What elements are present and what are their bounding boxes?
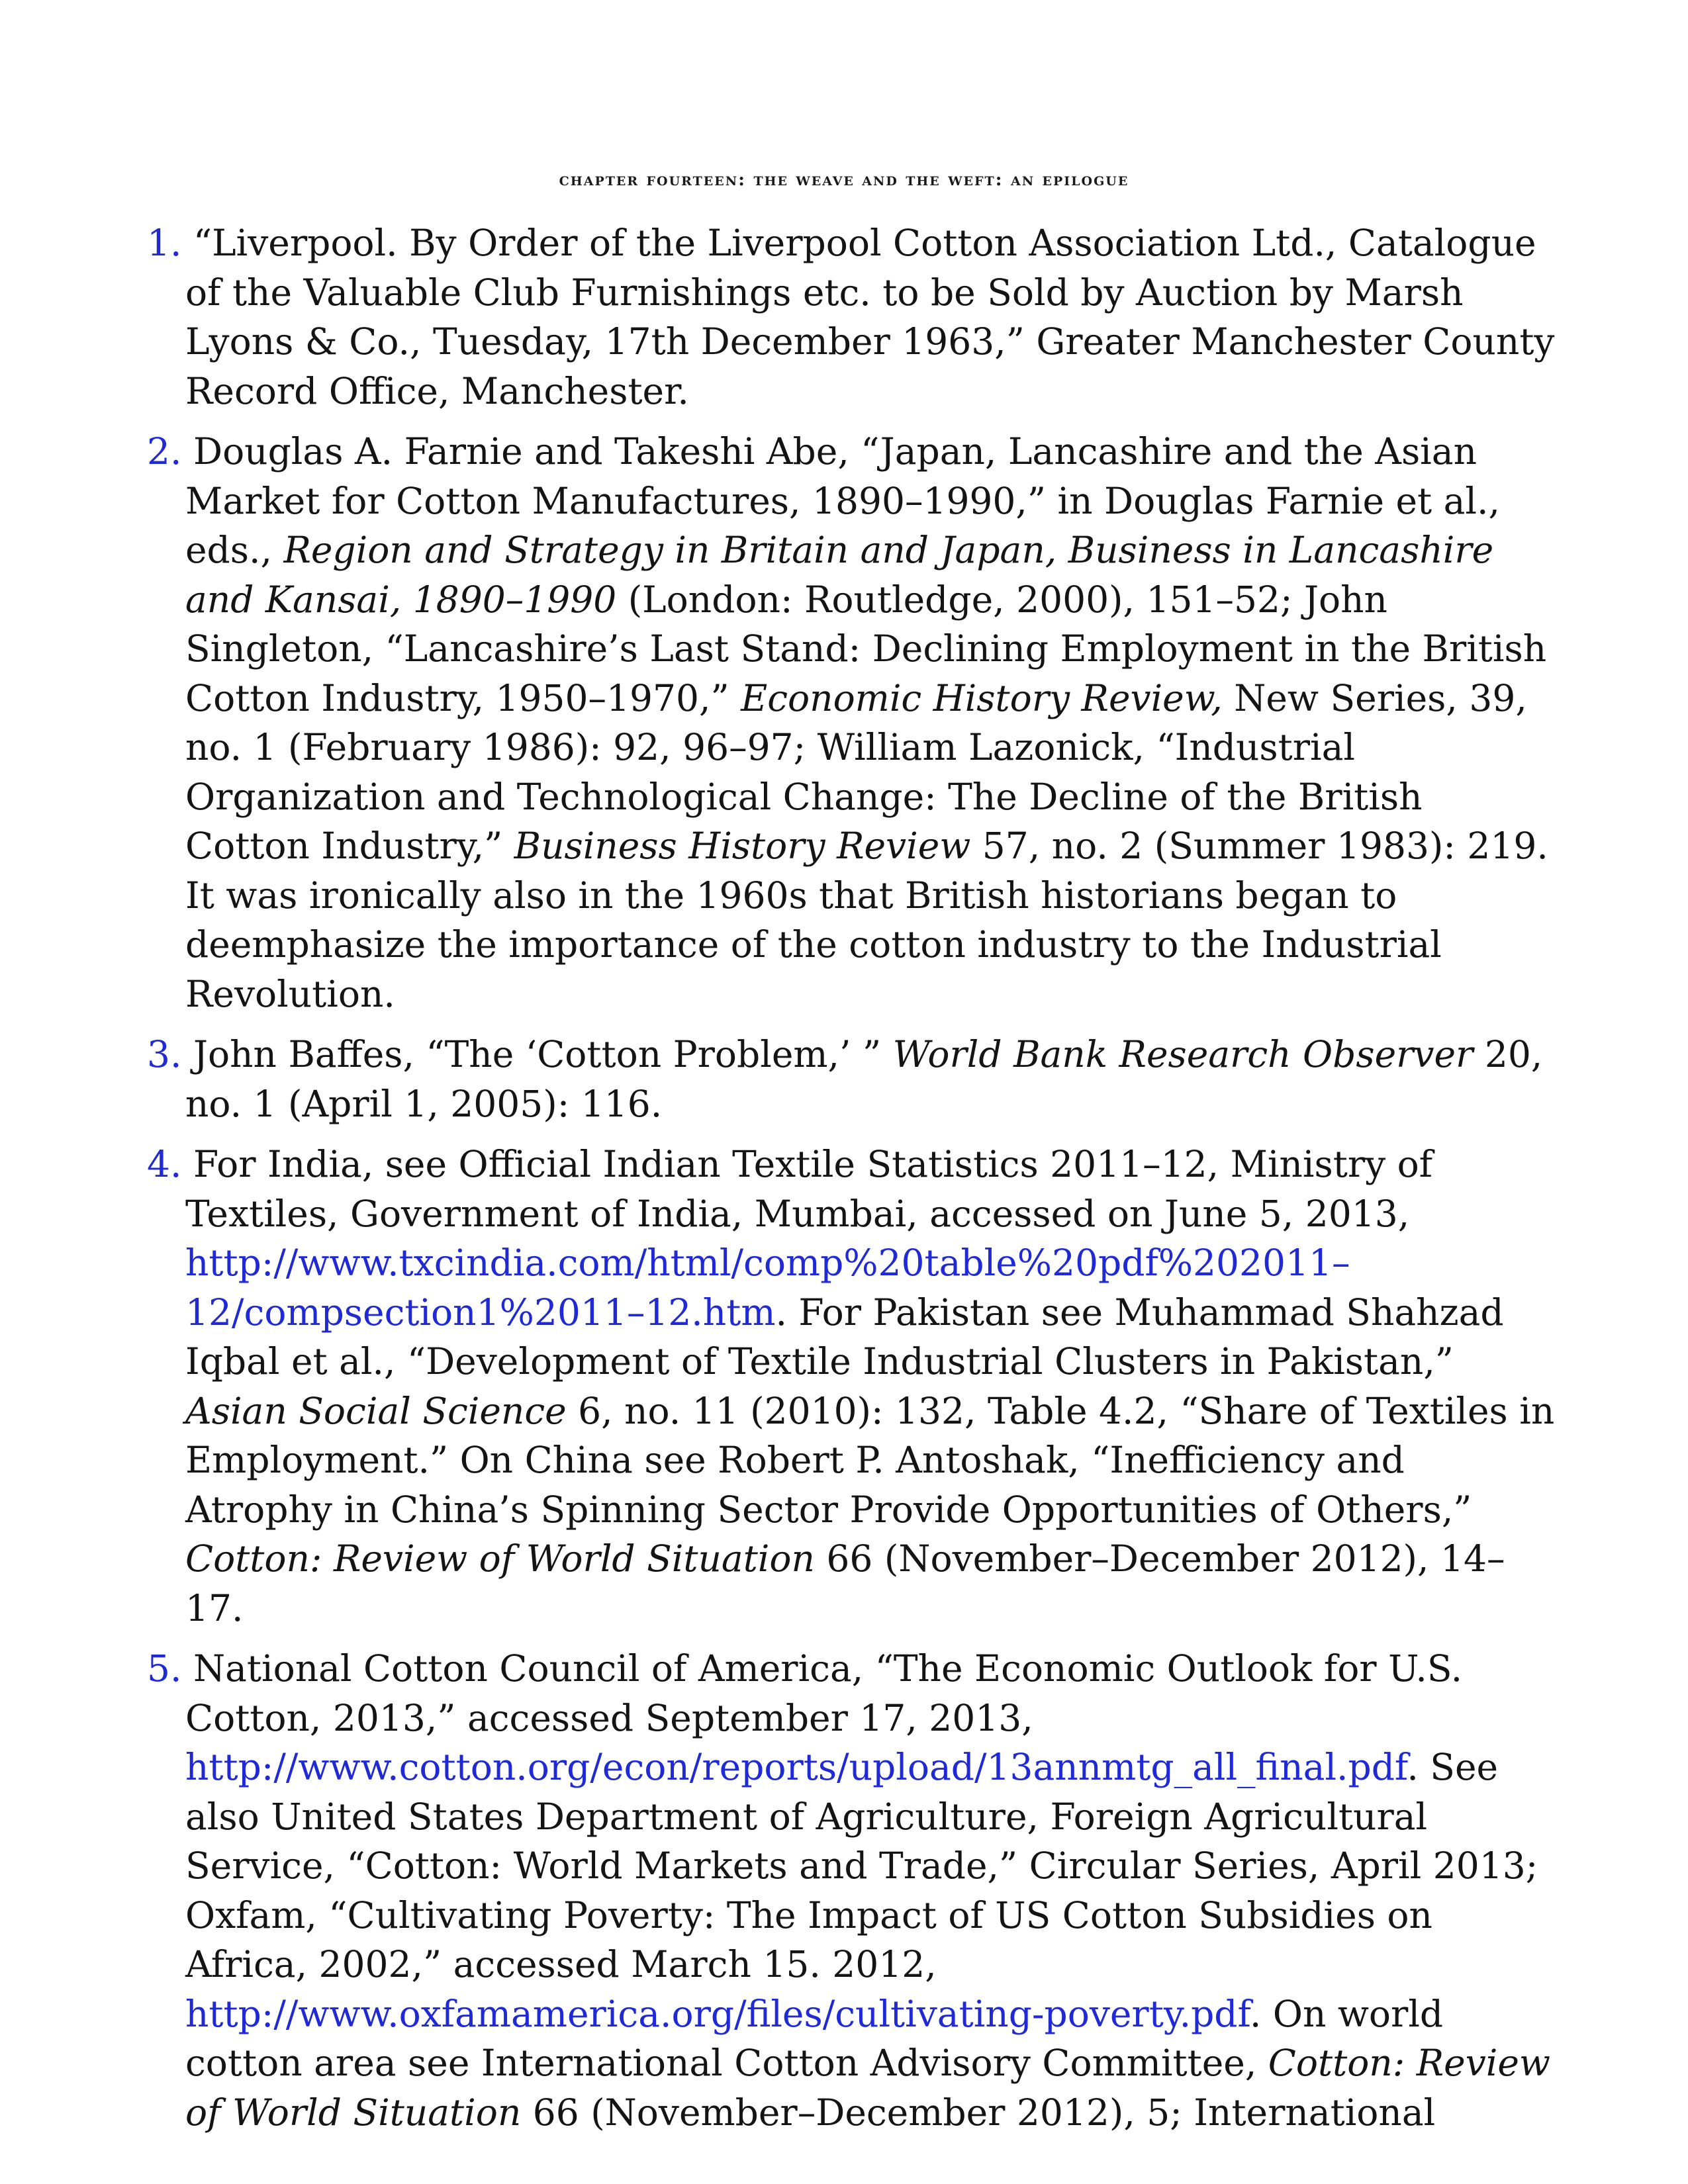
- italic-title: Region and Strategy in Britain and Japan, Business in Lancashire and Kansai, 1890–1990: [185, 529, 1494, 621]
- endnotes-list: [147, 218, 1557, 2148]
- note-text: . On world cotton area see International Cotton Advisory Committee,: [185, 1992, 1444, 2084]
- italic-title: Business History Review: [514, 825, 971, 867]
- note-text: New Series, 39, no. 1 (February 1986): 92, 96–97; William Lazonick, “Industrial Organization and Technological Change: The Decline of the British Cotton Industry,”: [185, 676, 1527, 867]
- note-text: 20, no. 1 (April 1, 2005): 116.: [185, 1033, 1543, 1125]
- endnote-number-link[interactable]: 4.: [147, 1143, 182, 1185]
- note-text: For India, see Official Indian Textile Statistics 2011–12, Ministry of Textiles, Government of India, Mumbai, accessed on June 5, 2013,: [181, 1143, 1433, 1235]
- endnote-3: [147, 1030, 1557, 1128]
- url-link[interactable]: http://www.oxfamamerica.org/files/cultivating-poverty.pdf: [185, 1992, 1250, 2035]
- endnote-1: [147, 218, 1557, 416]
- endnote-5: [147, 1644, 1557, 2137]
- italic-title: Cotton: Review of World Situation: [185, 1537, 815, 1580]
- endnote-2: [147, 427, 1557, 1019]
- endnote-number-link[interactable]: 5.: [147, 1647, 182, 1690]
- endnote-number-link[interactable]: 3.: [147, 1033, 182, 1075]
- italic-title: World Bank Research Observer: [892, 1033, 1474, 1075]
- note-text: . See also United States Department of Agriculture, Foreign Agricultural Service, “Cotton: World Markets and Trade,” Circular Series, April 2013; Oxfam, “Cultivating Poverty: The Impact of US Cotton Subsidies on Africa, 2002,” accessed March 15. 2012,: [185, 1746, 1538, 1985]
- note-text: 66 (November–December 2012), 5; International: [521, 2091, 1436, 2134]
- url-link[interactable]: http://www.cotton.org/econ/reports/upload/13annmtg_all_final.pdf: [185, 1746, 1407, 1788]
- note-text: 6, no. 11 (2010): 132, Table 4.2, “Share of Textiles in Employment.” On China see Robert P. Antoshak, “Inefficiency and Atrophy in China’s Spinning Sector Provide Opportunities of Others,”: [185, 1389, 1555, 1531]
- note-text: 66 (November–December 2012), 14–17.: [185, 1537, 1505, 1629]
- italic-title: Economic History Review,: [741, 676, 1223, 719]
- note-text: 57, no. 2 (Summer 1983): 219. It was ironically also in the 1960s that British historians began to deemphasize the importance of the cotton industry to the Industrial Revolution.: [185, 825, 1548, 1015]
- italic-title: Asian Social Science: [185, 1389, 567, 1432]
- endnote-number-link[interactable]: 1.: [147, 222, 182, 264]
- note-text: John Baffes, “The ‘Cotton Problem,’ ”: [181, 1033, 893, 1075]
- note-text: “Liverpool. By Order of the Liverpool Cotton Association Ltd., Catalogue of the Valuable Club Furnishings etc. to be Sold by Auction by Marsh Lyons & Co., Tuesday, 17th December 1963,” Greater Manchester County Record Office, Manchester.: [181, 222, 1555, 412]
- running-head: chapter fourteen: the weave and the weft: an epilogue: [559, 169, 1129, 190]
- note-text: (London: Routledge, 2000), 151–52; John Singleton, “Lancashire’s Last Stand: Declining Employment in the British Cotton Industry, 1950–1970,”: [185, 578, 1547, 719]
- endnote-number-link[interactable]: 2.: [147, 430, 182, 473]
- italic-title: Cotton: Review of World Situation: [185, 2042, 1550, 2134]
- note-text: Douglas A. Farnie and Takeshi Abe, “Japan, Lancashire and the Asian Market for Cotton Manufactures, 1890–1990,” in Douglas Farnie et al., eds.,: [181, 430, 1500, 571]
- endnote-4: [147, 1140, 1557, 1633]
- note-text: National Cotton Council of America, “The Economic Outlook for U.S. Cotton, 2013,” accessed September 17, 2013,: [181, 1647, 1463, 1739]
- note-text: . For Pakistan see Muhammad Shahzad Iqbal et al., “Development of Textile Industrial Clusters in Pakistan,”: [185, 1291, 1504, 1383]
- url-link[interactable]: http://www.txcindia.com/html/comp%20table%20pdf%202011–12/compsection1%2011–12.htm: [185, 1242, 1350, 1334]
